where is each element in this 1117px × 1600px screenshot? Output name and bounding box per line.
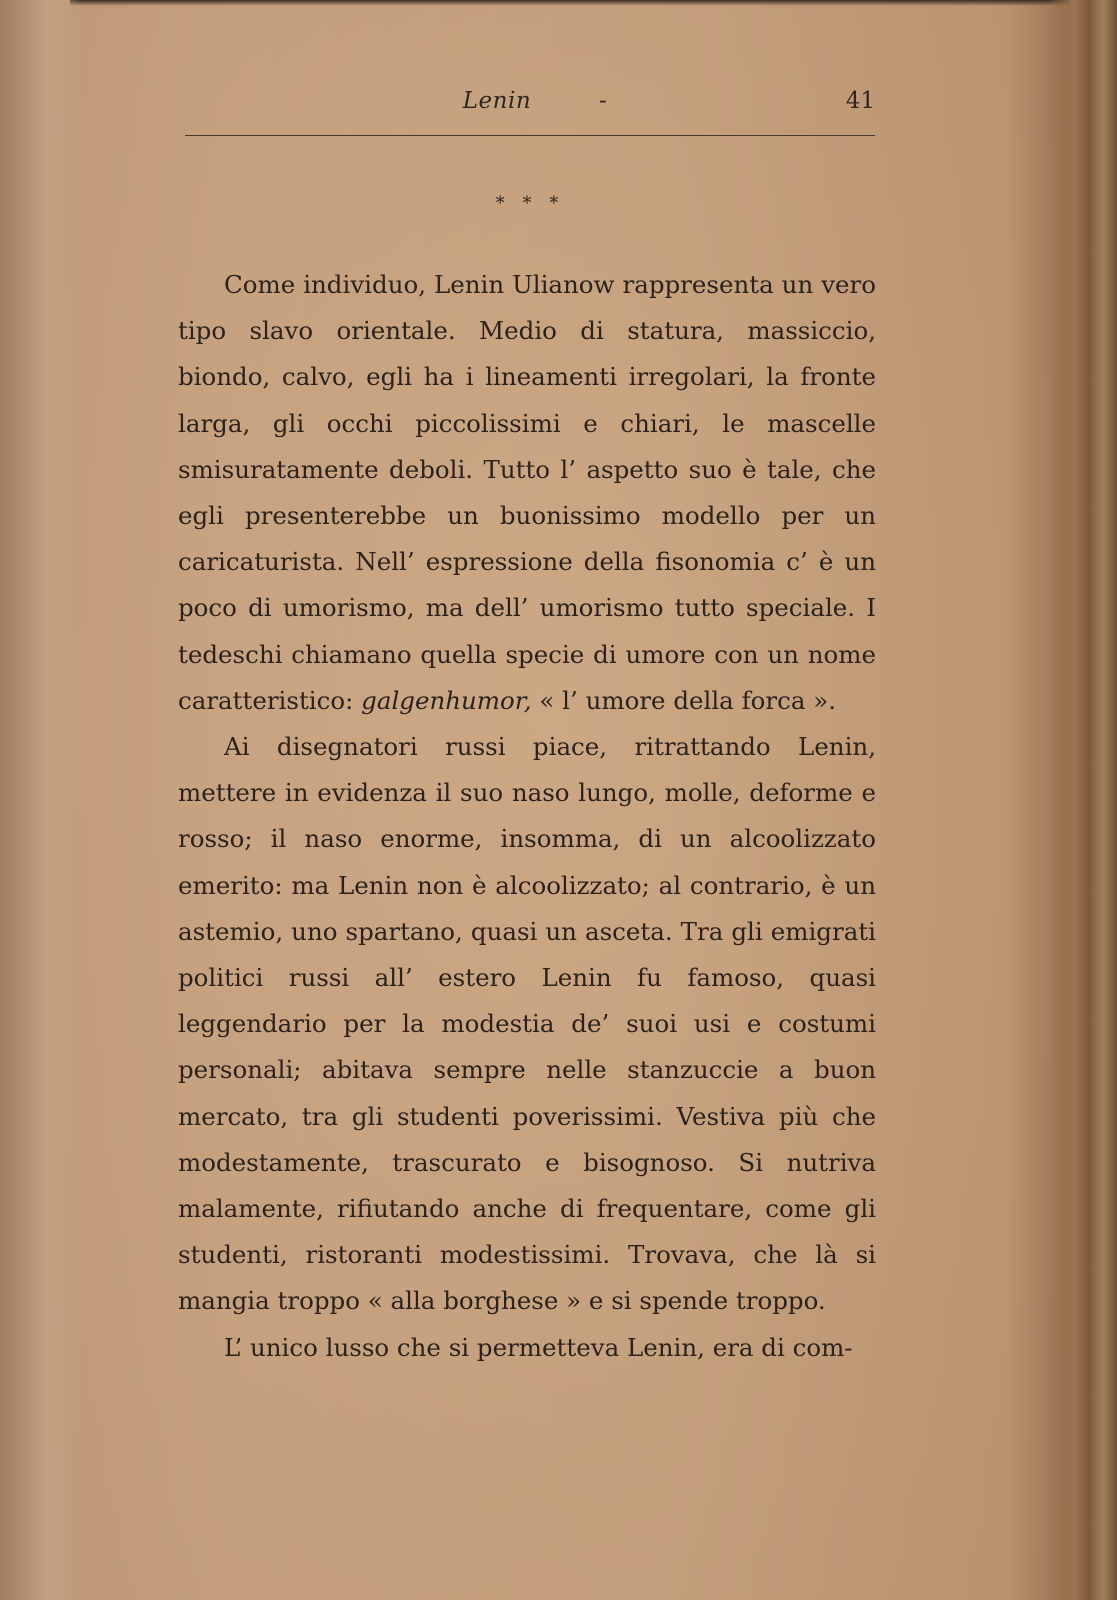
running-head bbox=[185, 88, 875, 114]
paragraph-1-tail: « l’ umore della forca ». bbox=[531, 685, 837, 715]
page-number: 41 bbox=[845, 88, 875, 114]
section-ornament: * * * bbox=[495, 193, 565, 214]
header-rule bbox=[185, 135, 875, 136]
paragraph-1-italic-term: galgenhumor, bbox=[361, 685, 532, 715]
running-head-separator: - bbox=[598, 88, 608, 114]
page-top-edge bbox=[70, 0, 1070, 6]
binding-crease bbox=[0, 0, 80, 1600]
page-edge-right bbox=[1047, 0, 1117, 1600]
paragraph-2: Ai disegnatori russi piace, ritrattando Lenin, mettere in evidenza il suo naso lungo, molle, deforme e rosso; il naso enorme, insomma, di un alcoolizzato emerito: ma Lenin non è alcoolizzato; al contrario, è un astemio, uno spartano, quasi un asceta. Tra gli emigrati politici russi all’ estero Lenin fu famoso, quasi leggendario per la modestia de’ suoi usi e costumi personali; abitava sempre nelle stanzuccie a buon mercato, tra gli studenti poverissimi. Vestiva più che modestamente, trascurato e bisognoso. Si nutriva malamente, rifiutando anche di frequentare, come gli studenti, ristoranti modestissimi. Trovava, che là si mangia troppo « alla borghese » e si spende troppo. bbox=[178, 732, 876, 1316]
body-text bbox=[178, 262, 876, 1371]
running-title: Lenin bbox=[462, 88, 532, 114]
paragraph-1 bbox=[178, 262, 876, 724]
page-header bbox=[185, 88, 875, 128]
paragraph-1-text: Come individuo, Lenin Ulianow rappresenta un vero tipo slavo orientale. Medio di statura, massiccio, biondo, calvo, egli ha i lineamenti irregolari, la fronte larga, gli occhi piccolissimi e chiari, le mascelle smisuratamente deboli. Tutto l’ aspetto suo è tale, che egli presenterebbe un buonissimo modello per un caricaturista. Nell’ espressione della fisonomia c’ è un poco di umorismo, ma dell’ umorismo tutto speciale. I tedeschi chiamano quella specie di umore con un nome caratteristico: bbox=[178, 270, 876, 715]
paragraph-3: L’ unico lusso che si permetteva Lenin, era di com- bbox=[224, 1332, 853, 1362]
